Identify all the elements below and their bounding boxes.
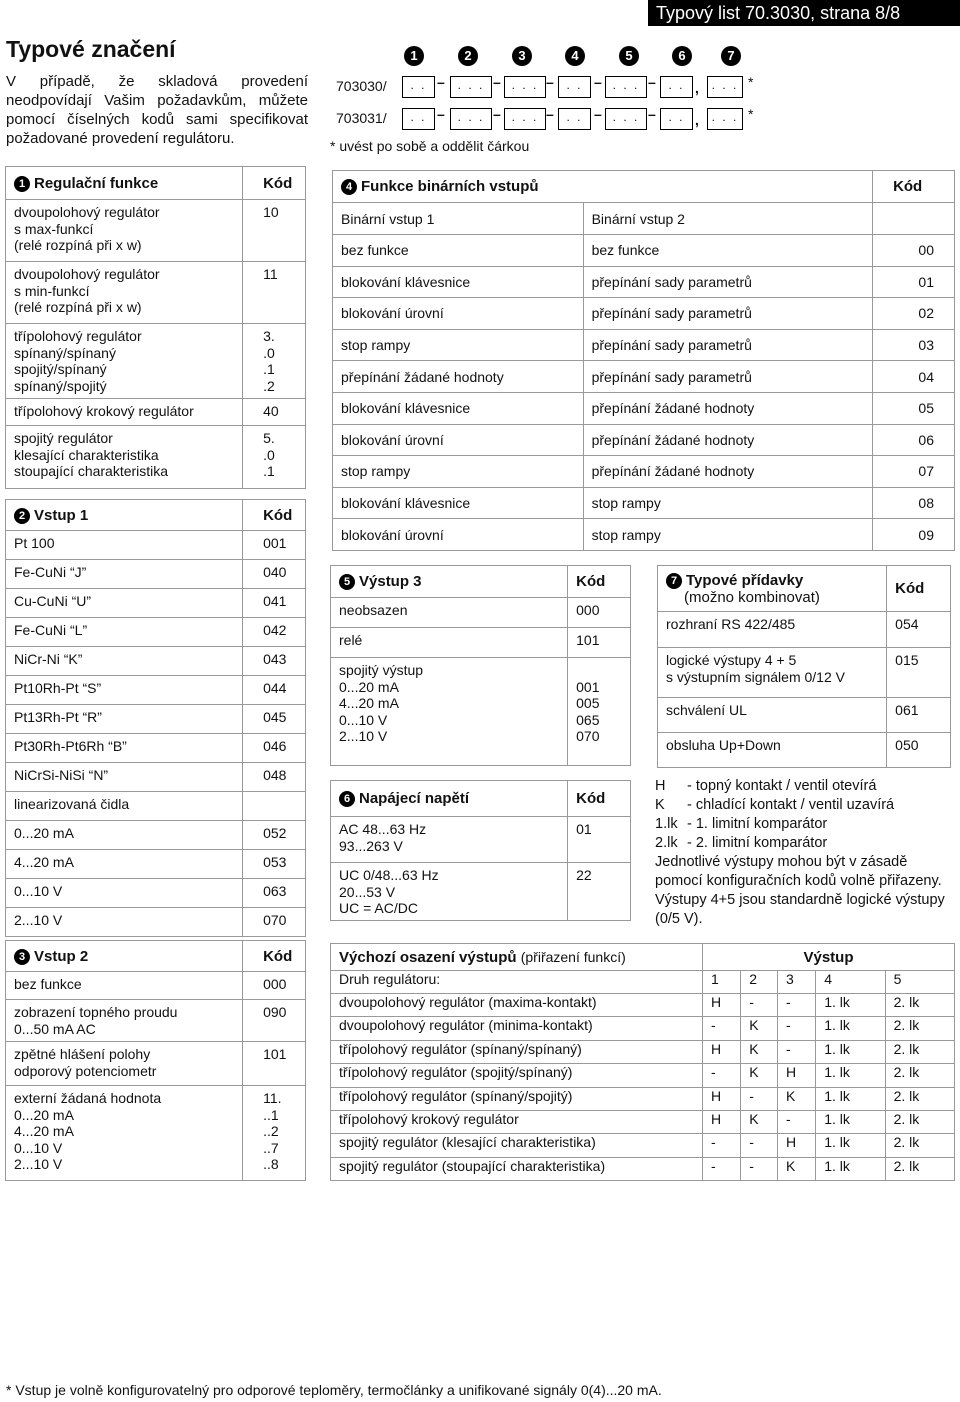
table-row <box>333 361 955 393</box>
code-header: Kód <box>243 941 306 972</box>
row-label: rozhraní RS 422/485 <box>658 612 887 648</box>
table-body <box>6 972 306 1181</box>
binary-input2-value: bez funkce <box>583 235 872 267</box>
row-code: 040 <box>243 560 306 589</box>
row-label: logické výstupy 4 + 5 s výstupním signálem 0/12 V <box>658 648 887 698</box>
binary-input1-value: blokování klávesnice <box>333 392 584 424</box>
table-row <box>6 908 306 937</box>
table-row <box>331 863 631 921</box>
row-code: 046 <box>243 734 306 763</box>
row-label: 0...20 mA <box>6 821 243 850</box>
row-label: 0...10 V <box>6 879 243 908</box>
table-row <box>333 456 955 488</box>
row-code: 03 <box>873 329 955 361</box>
row-label: AC 48...63 Hz 93...263 V <box>331 817 568 863</box>
row-code: 050 <box>887 733 951 768</box>
row-code: 3. .0 .1 .2 <box>243 324 306 399</box>
row-label: dvoupolohový regulátor s max-funkcí (relé rozpíná při x w) <box>6 200 243 262</box>
binary-input1-value: stop rampy <box>333 456 584 488</box>
row-code: 053 <box>243 850 306 879</box>
order-code-separator: – <box>648 74 656 90</box>
row-code: 052 <box>243 821 306 850</box>
section-number-badge: 2 <box>14 508 30 524</box>
defaults-heading: Výchozí osazení výstupů (přiřazení funkcí) <box>331 944 703 971</box>
section-number-badge: 4 <box>341 179 357 195</box>
row-code: 044 <box>243 676 306 705</box>
row-header: Druh regulátoru: <box>331 971 703 994</box>
controller-type: spojitý regulátor (stoupající charakteristika) <box>331 1157 703 1180</box>
row-label: Pt 100 <box>6 531 243 560</box>
binary-inputs-table <box>332 170 955 551</box>
row-code: 09 <box>873 519 955 551</box>
table-row <box>333 235 955 267</box>
output-assignment: 2. lk <box>885 1134 954 1157</box>
table-row <box>6 734 306 763</box>
table-row <box>6 560 306 589</box>
table-row <box>333 329 955 361</box>
legend-item <box>655 777 955 796</box>
table-row <box>6 879 306 908</box>
binary-input1-value: blokování úrovní <box>333 519 584 551</box>
table-row <box>6 792 306 821</box>
output-assignment: 1. lk <box>816 1157 885 1180</box>
order-code-field: . . . <box>605 76 647 98</box>
table-row <box>333 424 955 456</box>
section-heading: 2 Vstup 1 <box>6 500 243 531</box>
binary-input1-header: Binární vstup 1 <box>333 203 584 235</box>
controller-type: třípolohový regulátor (spojitý/spínaný) <box>331 1064 703 1087</box>
section-number-badge: 7 <box>666 573 682 589</box>
output-assignment: K <box>777 1087 815 1110</box>
order-code-position-badge: 5 <box>619 46 639 66</box>
row-code: 01 <box>873 266 955 298</box>
row-code: 06 <box>873 424 955 456</box>
row-code: 101 <box>243 1042 306 1086</box>
output-assignment: 1. lk <box>816 994 885 1017</box>
output-assignment: - <box>703 1064 741 1087</box>
binary-input1-value: přepínání žádané hodnoty <box>333 361 584 393</box>
table-row <box>331 628 631 658</box>
row-code: 042 <box>243 618 306 647</box>
table-row <box>333 266 955 298</box>
section-heading: 5 Výstup 3 <box>331 566 568 598</box>
table-row <box>331 1157 955 1180</box>
code-header: Kód <box>873 171 955 203</box>
table-row <box>331 1017 955 1040</box>
row-code: 04 <box>873 361 955 393</box>
order-code-separator: – <box>437 74 445 90</box>
table-body <box>331 598 631 766</box>
row-code: 090 <box>243 1000 306 1042</box>
row-label: neobsazen <box>331 598 568 628</box>
output-header: Výstup <box>703 944 955 971</box>
output-assignment: - <box>777 994 815 1017</box>
order-code-field: . . <box>558 108 591 130</box>
intro-text: V případě, že skladová provedení neodpovídají Vašim požadavkům, můžete pomocí číselných kodů sami specifikovat požadované provedení regulátoru. <box>6 73 308 147</box>
order-code-separator: – <box>546 106 554 122</box>
legend-value: - chladící kontakt / ventil uzavírá <box>687 797 895 813</box>
output-assignment: 2. lk <box>885 1040 954 1063</box>
binary-input1-value: blokování úrovní <box>333 298 584 330</box>
section-heading: 3 Vstup 2 <box>6 941 243 972</box>
table-row <box>331 994 955 1017</box>
table-row <box>331 1064 955 1087</box>
table-row <box>6 821 306 850</box>
output-assignment: - <box>777 1040 815 1063</box>
output-assignment: - <box>703 1134 741 1157</box>
input2-table <box>5 940 306 1181</box>
table-row <box>6 399 306 426</box>
output-assignment: 1. lk <box>816 1110 885 1133</box>
code-header: Kód <box>568 781 631 817</box>
row-label: NiCr-Ni “K” <box>6 647 243 676</box>
order-code-field: . . <box>660 108 693 130</box>
regulation-function-table <box>5 166 306 489</box>
row-label: spojitý výstup 0...20 mA 4...20 mA 0...10 V 2...10 V <box>331 658 568 766</box>
row-code: 045 <box>243 705 306 734</box>
table-row <box>333 519 955 551</box>
controller-type: spojitý regulátor (klesající charakteristika) <box>331 1134 703 1157</box>
output-column-header: 2 <box>741 971 778 994</box>
table-row <box>331 1087 955 1110</box>
order-code-field: . . <box>558 76 591 98</box>
table-row <box>6 324 306 399</box>
output-assignment: K <box>741 1017 778 1040</box>
row-label: spojitý regulátor klesající charakteristika stoupající charakteristika <box>6 426 243 489</box>
row-label: NiCrSi-NiSi “N” <box>6 763 243 792</box>
order-code-field: . . <box>402 76 435 98</box>
output-column-header: 4 <box>816 971 885 994</box>
legend-value: - 2. limitní komparátor <box>687 835 828 851</box>
legend-notes <box>655 777 955 929</box>
legend-item <box>655 815 955 834</box>
table-row <box>658 648 951 698</box>
controller-type: třípolohový krokový regulátor <box>331 1110 703 1133</box>
output-assignment: - <box>703 1157 741 1180</box>
row-label: zpětné hlášení polohy odporový potenciometr <box>6 1042 243 1086</box>
section-heading: 6 Napájecí napětí <box>331 781 568 817</box>
order-code-separator: – <box>594 74 602 90</box>
table-row <box>333 392 955 424</box>
order-code-field: . . <box>660 76 693 98</box>
section-number-badge: 6 <box>339 791 355 807</box>
binary-input1-value: blokování klávesnice <box>333 266 584 298</box>
row-code: 061 <box>887 698 951 733</box>
output-assignment: - <box>777 1017 815 1040</box>
table-row <box>333 487 955 519</box>
row-label: obsluha Up+Down <box>658 733 887 768</box>
table-row <box>6 426 306 489</box>
output-assignment: 2. lk <box>885 994 954 1017</box>
output-assignment: K <box>741 1110 778 1133</box>
table-row <box>6 618 306 647</box>
binary-input1-value: blokování úrovní <box>333 424 584 456</box>
type-additions-table <box>657 565 951 768</box>
binary-input2-value: přepínání sady parametrů <box>583 266 872 298</box>
output-assignment: K <box>777 1157 815 1180</box>
row-code: 07 <box>873 456 955 488</box>
row-code: 063 <box>243 879 306 908</box>
table-body <box>331 817 631 921</box>
row-code: 001 005 065 070 <box>568 658 631 766</box>
table-row <box>6 676 306 705</box>
order-code-position-badge: 2 <box>458 46 478 66</box>
notes-text: Jednotlivé výstupy mohou být v zásadě pomocí konfiguračních kodů volně přiřazeny. Výstupy 4+5 jsou standardně logické výstupy (0/5 V). <box>655 854 945 927</box>
legend-key: H <box>655 778 666 794</box>
table-body <box>333 235 955 551</box>
row-code: 40 <box>243 399 306 426</box>
table-row <box>6 1086 306 1181</box>
output-assignment: H <box>703 1087 741 1110</box>
output-assignment: 1. lk <box>816 1064 885 1087</box>
table-body <box>331 994 955 1181</box>
order-code-field: . . . <box>504 108 546 130</box>
page-title: Typové značení <box>6 36 176 62</box>
order-code-field: . . . <box>707 108 743 130</box>
row-label: Pt13Rh-Pt “R” <box>6 705 243 734</box>
binary-input2-value: přepínání sady parametrů <box>583 361 872 393</box>
output-assignment: H <box>777 1064 815 1087</box>
output-assignment: - <box>741 1134 778 1157</box>
table-body <box>6 200 306 489</box>
table-body <box>658 612 951 768</box>
output-assignment: - <box>777 1110 815 1133</box>
row-label: Pt10Rh-Pt “S” <box>6 676 243 705</box>
order-code-star: * <box>748 106 754 122</box>
row-label: třípolohový regulátor spínaný/spínaný spojitý/spínaný spínaný/spojitý <box>6 324 243 399</box>
controller-type: třípolohový regulátor (spínaný/spínaný) <box>331 1040 703 1063</box>
binary-input1-value: stop rampy <box>333 329 584 361</box>
output-assignment: H <box>703 1040 741 1063</box>
output-assignment: H <box>703 1110 741 1133</box>
input1-table <box>5 499 306 937</box>
row-label: linearizovaná čidla <box>6 792 243 821</box>
output-assignment: 1. lk <box>816 1134 885 1157</box>
table-row <box>6 705 306 734</box>
order-code-separator: – <box>493 106 501 122</box>
binary-input2-value: stop rampy <box>583 519 872 551</box>
default-outputs-table <box>330 943 955 1181</box>
code-header: Kód <box>887 566 951 612</box>
output-column-header: 3 <box>777 971 815 994</box>
section-number-badge: 3 <box>14 949 30 965</box>
order-code-field: . . . <box>504 76 546 98</box>
table-row <box>6 200 306 262</box>
row-label: Pt30Rh-Pt6Rh “B” <box>6 734 243 763</box>
order-code-star: * <box>748 74 754 90</box>
table-row <box>6 531 306 560</box>
table-row <box>6 850 306 879</box>
row-code: 22 <box>568 863 631 921</box>
output-assignment: K <box>741 1064 778 1087</box>
table-row <box>6 647 306 676</box>
order-code-separator: , <box>695 80 699 96</box>
table-row <box>6 763 306 792</box>
document-reference: Typový list 70.3030, strana 8/8 <box>648 0 960 26</box>
output-assignment: 1. lk <box>816 1087 885 1110</box>
row-code: 000 <box>568 598 631 628</box>
output-assignment: 2. lk <box>885 1017 954 1040</box>
section-heading: 1 Regulační funkce <box>6 167 243 200</box>
output-assignment: 2. lk <box>885 1157 954 1180</box>
code-header: Kód <box>243 500 306 531</box>
order-code-separator: – <box>493 74 501 90</box>
row-label: Cu-CuNi “U” <box>6 589 243 618</box>
row-label: 4...20 mA <box>6 850 243 879</box>
order-code-field: . . . <box>450 76 492 98</box>
legend-key: 1.lk <box>655 816 678 832</box>
row-code: 070 <box>243 908 306 937</box>
table-row <box>6 1000 306 1042</box>
table-body <box>6 531 306 937</box>
row-code: 00 <box>873 235 955 267</box>
table-row <box>658 698 951 733</box>
order-code-prefix: 703030/ <box>336 78 387 94</box>
output-assignment: H <box>703 994 741 1017</box>
output-assignment: - <box>703 1017 741 1040</box>
binary-input1-value: bez funkce <box>333 235 584 267</box>
binary-input2-value: přepínání žádané hodnoty <box>583 424 872 456</box>
legend-key: K <box>655 797 665 813</box>
row-code: 05 <box>873 392 955 424</box>
output-assignment: 2. lk <box>885 1110 954 1133</box>
table-row <box>6 1042 306 1086</box>
legend-key: 2.lk <box>655 835 678 851</box>
row-label: bez funkce <box>6 972 243 1000</box>
output-assignment: H <box>777 1134 815 1157</box>
legend-value: - topný kontakt / ventil otevírá <box>687 778 877 794</box>
supply-voltage-table <box>330 780 631 921</box>
order-code-note: * uvést po sobě a oddělit čárkou <box>330 138 530 154</box>
table-row <box>331 817 631 863</box>
row-label: externí žádaná hodnota 0...20 mA 4...20 mA 0...10 V 2...10 V <box>6 1086 243 1181</box>
table-row <box>333 298 955 330</box>
order-code-field: . . . <box>605 108 647 130</box>
section-heading: 4 Funkce binárních vstupů <box>333 171 873 203</box>
order-code-prefix: 703031/ <box>336 110 387 126</box>
table-row <box>6 262 306 324</box>
row-label: Fe-CuNi “J” <box>6 560 243 589</box>
order-code-separator: – <box>648 106 656 122</box>
output-assignment: 2. lk <box>885 1087 954 1110</box>
controller-type: třípolohový regulátor (spínaný/spojitý) <box>331 1087 703 1110</box>
row-label: zobrazení topného proudu 0...50 mA AC <box>6 1000 243 1042</box>
code-header: Kód <box>243 167 306 200</box>
binary-input2-value: přepínání sady parametrů <box>583 298 872 330</box>
table-row <box>658 733 951 768</box>
order-code-position-badge: 6 <box>672 46 692 66</box>
table-row <box>658 612 951 648</box>
binary-input2-value: přepínání sady parametrů <box>583 329 872 361</box>
output-assignment: 1. lk <box>816 1017 885 1040</box>
row-code <box>243 792 306 821</box>
output-assignment: - <box>741 1087 778 1110</box>
order-code-separator: – <box>437 106 445 122</box>
legend-item <box>655 796 955 815</box>
legend-value: - 1. limitní komparátor <box>687 816 828 832</box>
row-code: 000 <box>243 972 306 1000</box>
output-column-header: 5 <box>885 971 954 994</box>
table-row <box>331 1134 955 1157</box>
row-code: 11 <box>243 262 306 324</box>
binary-input1-value: blokování klávesnice <box>333 487 584 519</box>
output-assignment: 2. lk <box>885 1064 954 1087</box>
row-label: UC 0/48...63 Hz 20...53 V UC = AC/DC <box>331 863 568 921</box>
row-code: 041 <box>243 589 306 618</box>
footer-note: * Vstup je volně konfigurovatelný pro odporové teploměry, termočlánky a unifikované signály 0(4)...20 mA. <box>6 1382 662 1398</box>
controller-type: dvoupolohový regulátor (minima-kontakt) <box>331 1017 703 1040</box>
order-code-field: . . <box>402 108 435 130</box>
output-assignment: K <box>741 1040 778 1063</box>
section-number-badge: 5 <box>339 574 355 590</box>
order-code-position-badge: 3 <box>512 46 532 66</box>
table-row <box>6 972 306 1000</box>
output-assignment: 1. lk <box>816 1040 885 1063</box>
row-code: 08 <box>873 487 955 519</box>
table-row <box>331 1040 955 1063</box>
row-code: 015 <box>887 648 951 698</box>
row-label: Fe-CuNi “L” <box>6 618 243 647</box>
row-label: 2...10 V <box>6 908 243 937</box>
output3-table <box>330 565 631 766</box>
binary-input2-value: stop rampy <box>583 487 872 519</box>
row-label: třípolohový krokový regulátor <box>6 399 243 426</box>
order-code-field: . . . <box>707 76 743 98</box>
row-label: relé <box>331 628 568 658</box>
row-code: 054 <box>887 612 951 648</box>
table-row <box>331 1110 955 1133</box>
row-code: 001 <box>243 531 306 560</box>
table-row <box>6 589 306 618</box>
code-header: Kód <box>568 566 631 598</box>
row-code: 10 <box>243 200 306 262</box>
output-assignment: - <box>741 1157 778 1180</box>
binary-input2-header: Binární vstup 2 <box>583 203 872 235</box>
section-heading: 7 Typové přídavky (možno kombinovat) <box>658 566 887 612</box>
row-label: dvoupolohový regulátor s min-funkcí (relé rozpíná při x w) <box>6 262 243 324</box>
binary-input2-value: přepínání žádané hodnoty <box>583 392 872 424</box>
row-label: schválení UL <box>658 698 887 733</box>
order-code-separator: – <box>594 106 602 122</box>
order-code-position-badge: 1 <box>404 46 424 66</box>
table-row <box>331 598 631 628</box>
section-number-badge: 1 <box>14 176 30 192</box>
row-code: 01 <box>568 817 631 863</box>
row-code: 048 <box>243 763 306 792</box>
output-column-header: 1 <box>703 971 741 994</box>
table-row <box>331 658 631 766</box>
row-code: 101 <box>568 628 631 658</box>
legend-item <box>655 834 955 853</box>
order-code-separator: – <box>546 74 554 90</box>
row-code: 02 <box>873 298 955 330</box>
order-code-position-badge: 4 <box>565 46 585 66</box>
row-code: 5. .0 .1 <box>243 426 306 489</box>
controller-type: dvoupolohový regulátor (maxima-kontakt) <box>331 994 703 1017</box>
row-code: 043 <box>243 647 306 676</box>
output-assignment: - <box>741 994 778 1017</box>
order-code-position-badge: 7 <box>721 46 741 66</box>
order-code-separator: , <box>695 112 699 128</box>
binary-input2-value: přepínání žádané hodnoty <box>583 456 872 488</box>
order-code-field: . . . <box>450 108 492 130</box>
row-code: 11. ..1 ..2 ..7 ..8 <box>243 1086 306 1181</box>
